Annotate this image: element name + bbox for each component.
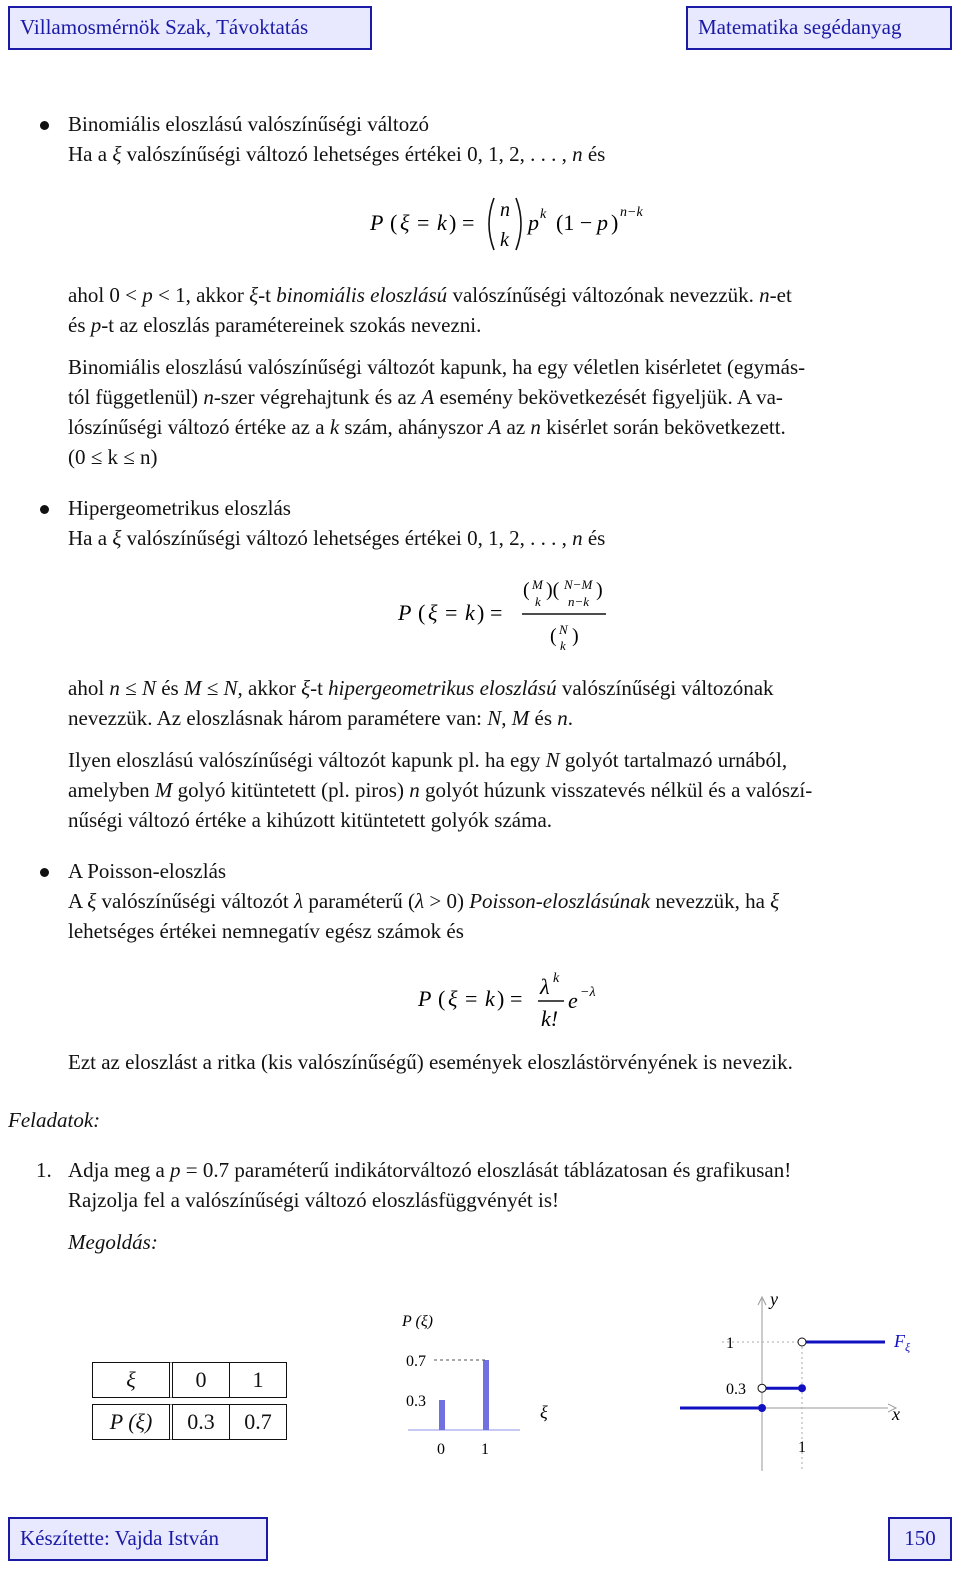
svg-text:n−k: n−k (568, 594, 590, 609)
svg-text:P: P (398, 600, 412, 625)
table-cell: 0.3 (173, 1404, 230, 1440)
poisson-line-2: lehetséges értékei nemnegatív egész számok és (68, 919, 464, 943)
cdf-chart (670, 1285, 930, 1475)
binomial-paragraph-4: (0 ≤ k ≤ n) (68, 445, 158, 469)
svg-text:=: = (445, 600, 458, 625)
svg-text:): ) (611, 210, 619, 235)
binomial-definition-2: és p-t az eloszlás paramétereinek szokás nevezni. (68, 313, 482, 337)
table-cell: ξ (92, 1362, 173, 1398)
svg-text:): ) (596, 579, 603, 601)
footer-page-number: 150 (888, 1517, 952, 1561)
cdf-x-tick-label: 1 (798, 1439, 806, 1456)
binomial-title (68, 112, 429, 137)
header-subject-text: Matematika segédanyag (698, 15, 902, 39)
svg-text:−λ: −λ (580, 985, 596, 1000)
pmf-chart (390, 1300, 590, 1470)
svg-text:k: k (485, 986, 495, 1011)
svg-text:k!: k! (541, 1006, 559, 1031)
pmf-y-tick-label: 0.3 (406, 1393, 426, 1410)
pmf-bar (483, 1360, 489, 1430)
distribution-table (92, 1356, 287, 1446)
hyper-title: Hipergeometrikus eloszlás (68, 496, 291, 520)
svg-text:ξ: ξ (428, 600, 438, 625)
table-row (92, 1362, 287, 1398)
table-cell: 0 (173, 1362, 230, 1398)
svg-text:k: k (465, 600, 475, 625)
hyper-paragraph-3: nűségi változó értéke a kihúzott kitüntetett golyók száma. (68, 808, 553, 832)
cdf-open-point (758, 1384, 766, 1392)
footer-author: Készítette: Vajda István (8, 1517, 268, 1561)
svg-text:=: = (465, 986, 478, 1011)
svg-text:k: k (560, 638, 566, 653)
binomial-paragraph-1: Binomiális eloszlású valószínűségi változót kapunk, ha egy véletlen kisérletet (egymás- (68, 355, 806, 379)
pmf-x-tick-label: 0 (437, 1441, 445, 1458)
svg-text:): ) (449, 210, 457, 235)
hyper-intro: Ha a ξ valószínűségi változó lehetséges értékei 0, 1, 2, . . . , n és (68, 526, 606, 550)
pmf-y-tick-label: 0.7 (406, 1353, 426, 1370)
svg-text:n: n (500, 199, 510, 221)
table-cell: 0.7 (230, 1404, 287, 1440)
pmf-x-axis-label: ξ (540, 1402, 548, 1422)
binomial-paragraph-3: lószínűségi változó értéke az a k szám, ahányszor A az n kisérlet során bekövetkezett. (68, 415, 786, 439)
table-cell: 1 (230, 1362, 287, 1398)
table-row (92, 1404, 287, 1440)
svg-text:): ) (477, 600, 485, 625)
svg-text:λ: λ (540, 974, 550, 999)
svg-text:k: k (500, 229, 509, 251)
poisson-title: A Poisson-eloszlás (68, 859, 227, 883)
cdf-legend-label: $F_\xi$ (894, 1331, 911, 1354)
task-number: 1. (36, 1158, 52, 1182)
cdf-filled-point (758, 1404, 766, 1412)
pmf-bar (439, 1400, 445, 1430)
svg-text:(: ( (418, 600, 426, 625)
svg-text:): ) (572, 625, 579, 647)
binomial-intro: Ha a ξ valószínűségi változó lehetséges értékei 0, 1, 2, . . . , n és (68, 142, 606, 166)
svg-text:)(: )( (546, 579, 560, 601)
svg-text:(: ( (550, 625, 557, 647)
solution-label: Megoldás: (68, 1230, 158, 1254)
hyper-paragraph-2: amelyben M golyó kitüntetett (pl. piros) n golyót húzunk visszatevés nélkül és a valószí- (68, 778, 813, 802)
svg-text:k: k (553, 971, 560, 986)
svg-text:=: = (510, 986, 523, 1011)
svg-text:n−k: n−k (620, 205, 643, 220)
binomial-definition: ahol 0 < p < 1, akkor ξ-t binomiális eloszlású valószínűségi változónak nevezzük. n-et (68, 283, 792, 307)
cdf-x-axis-label: x (892, 1404, 900, 1424)
hypergeometric-formula (390, 572, 630, 658)
pmf-x-tick-label: 1 (481, 1441, 489, 1458)
svg-text:N: N (559, 622, 568, 637)
svg-text:e: e (568, 988, 578, 1013)
svg-text:ξ: ξ (400, 210, 410, 235)
svg-text:=: = (490, 600, 503, 625)
svg-text:p: p (528, 210, 539, 235)
binomial-title-text: Binomiális eloszlású valószínűségi változó (68, 112, 430, 136)
svg-text:(1 −: (1 − (556, 210, 593, 235)
bullet (40, 121, 49, 130)
svg-text:=: = (417, 210, 430, 235)
cdf-y-axis-label: y (770, 1289, 778, 1309)
svg-text:k: k (535, 594, 541, 609)
cdf-open-point (798, 1338, 806, 1346)
hyper-definition: ahol n ≤ N és M ≤ N, akkor ξ-t hipergeometrikus eloszlású valószínűségi változónak (68, 676, 774, 700)
hyper-paragraph-1: Ilyen eloszlású valószínűségi változót kapunk pl. ha egy N golyót tartalmazó urnából, (68, 748, 788, 772)
cdf-y-tick-label: 0.3 (726, 1381, 746, 1399)
formula-P: P (370, 210, 384, 235)
svg-text:k: k (540, 207, 547, 222)
header-subject (686, 6, 952, 50)
tasks-label: Feladatok: (8, 1108, 101, 1132)
bullet (40, 505, 49, 514)
svg-text:(: ( (438, 986, 446, 1011)
pmf-y-axis-label: P (ξ) (402, 1313, 433, 1330)
svg-text:N−M: N−M (564, 577, 593, 592)
bullet (40, 868, 49, 877)
svg-text:ξ: ξ (448, 986, 458, 1011)
poisson-formula (410, 960, 630, 1040)
svg-text:): ) (497, 986, 505, 1011)
binomial-formula (360, 190, 660, 260)
header-course-text: Villamosmérnök Szak, Távoktatás (20, 15, 309, 39)
cdf-y-tick-label: 1 (726, 1335, 734, 1352)
svg-text:P: P (418, 986, 432, 1011)
binomial-paragraph-2: tól függetlenül) n-szer végrehajtunk és az A esemény bekövetkezését figyeljük. A va- (68, 385, 783, 409)
svg-text:(: ( (390, 210, 398, 235)
svg-text:p: p (597, 210, 608, 235)
hyper-definition-2: nevezzük. Az eloszlásnak három paramétere van: N, M és n. (68, 706, 573, 730)
task-1-line-1: Adja meg a p = 0.7 paraméterű indikátorváltozó eloszlását táblázatosan és grafikusan! (68, 1158, 792, 1182)
svg-text:M: M (532, 577, 543, 592)
table-cell: P (ξ) (92, 1404, 173, 1440)
poisson-closing: Ezt az eloszlást a ritka (kis valószínűségű) események eloszlástörvényének is nevezik. (68, 1050, 793, 1074)
header-course (8, 6, 372, 50)
poisson-line-1: A ξ valószínűségi változót λ paraméterű (λ > 0) Poisson-eloszlásúnak nevezzük, ha ξ (68, 889, 780, 913)
svg-text:k: k (437, 210, 447, 235)
task-1-line-2: Rajzolja fel a valószínűségi változó eloszlásfüggvényét is! (68, 1188, 560, 1212)
svg-text:=: = (462, 210, 475, 235)
svg-text:(: ( (523, 579, 530, 601)
cdf-filled-point (798, 1384, 806, 1392)
